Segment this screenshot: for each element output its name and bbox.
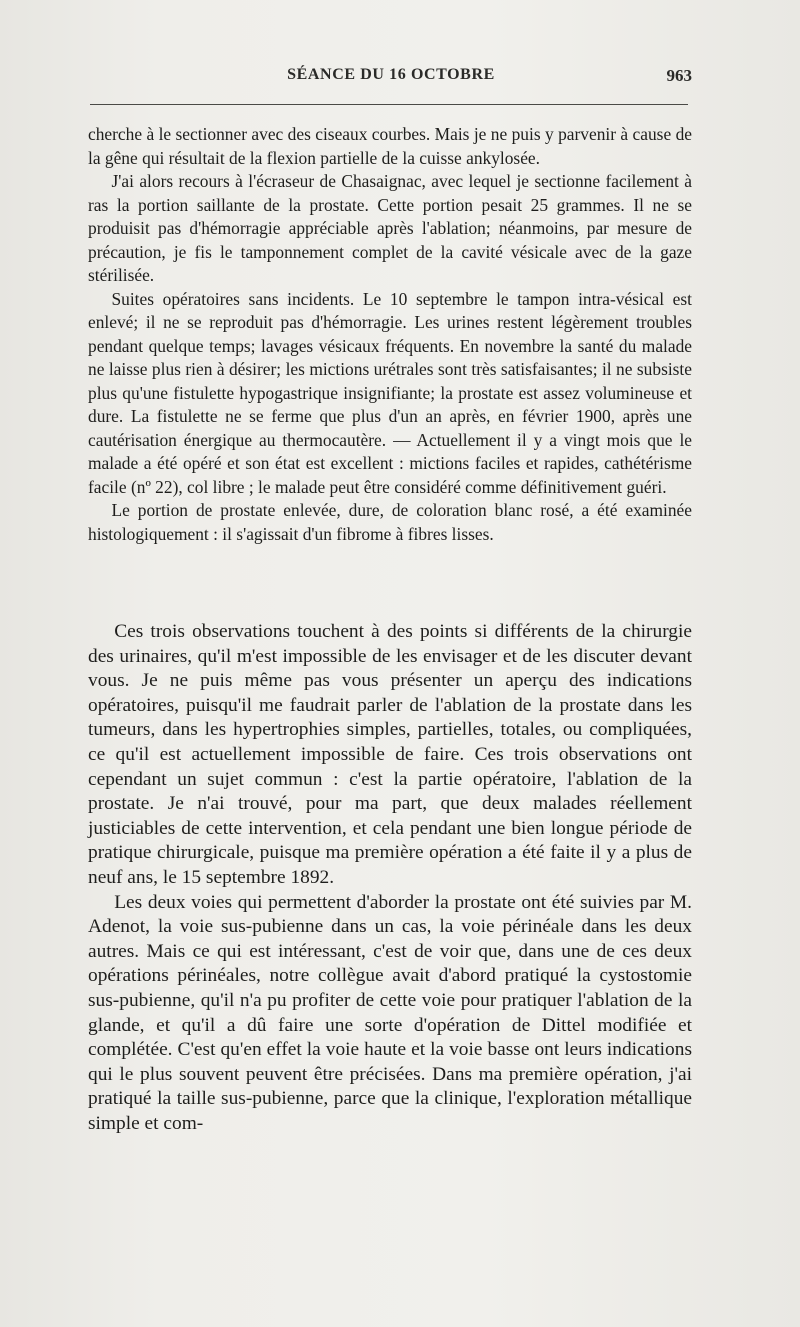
observation-text-block xyxy=(88,123,692,546)
discussion-text-block xyxy=(88,620,692,1136)
page-header xyxy=(90,66,692,90)
page-number: 963 xyxy=(666,66,692,85)
paragraph-histologie: Le portion de prostate enlevée, dure, de coloration blanc rosé, a été examinée histologiquement : il s'agissait d'un fibrome à fibres lisses. xyxy=(88,500,692,544)
paragraph-ecraseur: J'ai alors recours à l'écraseur de Chasaignac, avec lequel je sectionne facilement à ras la portion saillante de la prostate. Cette portion pesait 25 grammes. Il ne se produisit pas d'hémorragie appréciable après l'ablation; néanmoins, par mesure de précaution, je fis le tamponnement complet de la cavité vésicale avec de la gaze stérilisée. xyxy=(88,171,692,285)
paragraph-observation-continued: cherche à le sectionner avec des ciseaux courbes. Mais je ne puis y parvenir à cause de la gêne qui résultait de la flexion partielle de la cuisse ankylosée. xyxy=(88,124,692,168)
paragraph-suites-operatoires: Suites opératoires sans incidents. Le 10 septembre le tampon intra-vésical est enlevé; il ne se reproduit pas d'hémorragie. Les urines restent légèrement troubles pendant quelque temps; lavages vésicaux fréquents. En novembre la santé du malade ne laisse plus rien à désirer; les mictions urétrales sont très satisfaisantes; il ne subsiste plus qu'une fistulette hypogastrique insignifiante; la prostate est assez volumineuse et dure. La fistulette ne se ferme que plus d'un an après, en février 1900, après une cautérisation énergique au thermocautère. — Actuellement il y a vingt mois que le malade a été opéré et son état est excellent : mictions faciles et rapides, cathétérisme facile (nº 22), col libre ; le malade peut être considéré comme définitivement guéri. xyxy=(88,288,692,497)
running-title: SÉANCE DU 16 OCTOBRE xyxy=(287,66,495,83)
paragraph-trois-observations: Ces trois observations touchent à des points si différents de la chirurgie des urinaires, qu'il m'est impossible de les envisager et de les discuter devant vous. Je ne puis même pas vous présenter un aperçu des indications opératoires, puisqu'il me faudrait parler de l'ablation de la prostate dans les tumeurs, dans les hypertrophies simples, partielles, totales, ou compliquées, ce qu'il est actuellement impossible de faire. Ces trois observations ont cependant un sujet commun : c'est la partie opératoire, l'ablation de la prostate. Je n'ai trouvé, pour ma part, que deux malades réellement justiciables de cette intervention, et cela pendant une bien longue période de pratique chirurgicale, puisque ma première opération a été faite il y a plus de neuf ans, le 15 septembre 1892. xyxy=(88,621,692,888)
header-rule xyxy=(90,104,688,105)
paragraph-deux-voies: Les deux voies qui permettent d'aborder la prostate ont été suivies par M. Adenot, la voie sus-pubienne dans un cas, la voie périnéale dans les deux autres. Mais ce qui est intéressant, c'est de voir que, dans une de ces deux opérations périnéales, notre collègue avait d'abord pratiqué la cystostomie sus-pubienne, qu'il n'a pu profiter de cette voie pour pratiquer l'ablation de la glande, et qu'il a dû faire une sorte d'opération de Dittel modifiée et complétée. C'est qu'en effet la voie haute et la voie basse ont leurs indications qui le plus souvent peuvent être précisées. Dans ma première opération, j'ai pratiqué la taille sus-pubienne, parce que la clinique, l'exploration métallique simple et com- xyxy=(88,891,692,1134)
